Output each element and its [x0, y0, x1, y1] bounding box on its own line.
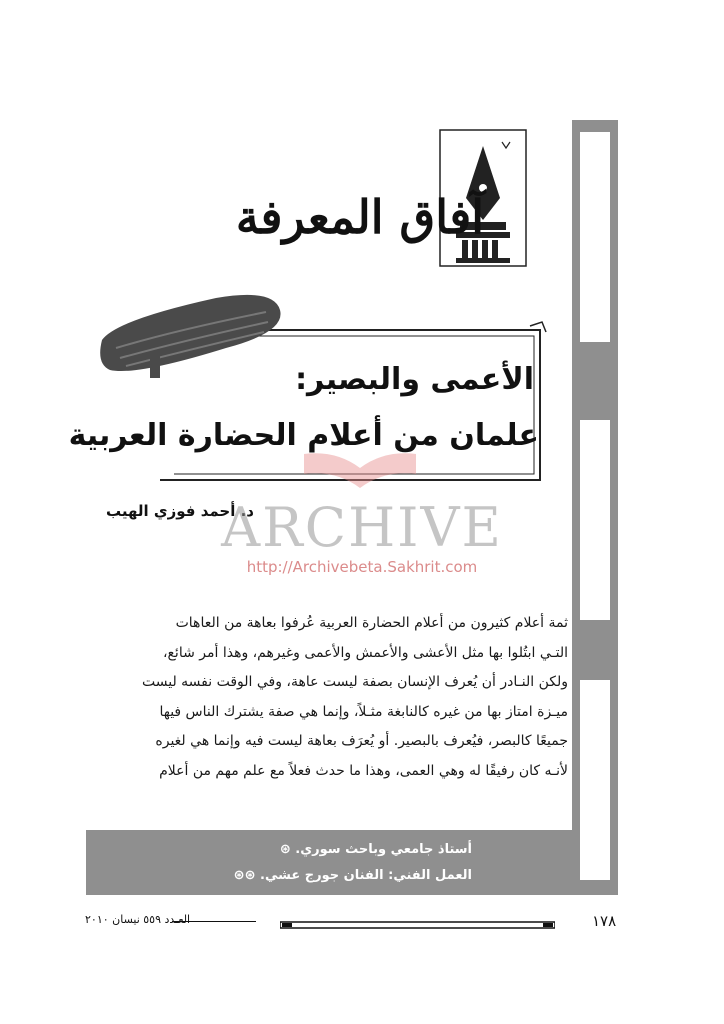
- issue-info: العـدد ٥٥٩ نيسان ٢٠١٠: [85, 913, 191, 926]
- body-line: ميـزة امتاز بها من غيره كالنابغة مثـلاً، وإنما هي صفة يشترك الناس فيها: [159, 703, 568, 720]
- article-title-line2: علمان من أعلام الحضارة العربية: [68, 418, 539, 453]
- footer-rule: [280, 920, 555, 930]
- watermark-archive-text: ARCHIVE: [221, 496, 503, 559]
- footnote-author: [280, 842, 472, 857]
- body-line: التـي ابتُلوا بها مثل الأعشى والأعمش والأعمى وغيرهم، وهذا أمر شائع،: [162, 644, 568, 661]
- body-line: جميعًا كالبصر، فيُعرف بالبصير. أو يُعرَف بعاهة ليست فيه وإنما هي لغيره: [155, 733, 568, 749]
- body-line: لأنـه كان رفيقًا له وهي العمى، وهذا ما حدث فعلاً مع علم مهم من أعلام: [159, 762, 568, 779]
- watermark-book-icon: [296, 448, 424, 498]
- masthead-title: آفاق المعرفة: [235, 190, 484, 244]
- page-number: ١٧٨: [592, 912, 617, 930]
- double-asterisk-icon: ⊛⊛: [233, 868, 256, 883]
- asterisk-icon: ⊛: [279, 842, 291, 857]
- body-line: ثمة أعلام كثيرون من أعلام الحضارة العربية عُرفوا بعاهة من العاهات: [175, 615, 568, 631]
- band-ornament-top: [580, 132, 610, 342]
- footnote-art-text: العمل الفني: الفنان جورج عشي.: [260, 868, 472, 883]
- article-body: [112, 609, 568, 786]
- cuneiform-tablet-image: [96, 290, 286, 380]
- author-name: د. أحمد فوزي الهيب: [105, 502, 254, 520]
- body-line: ولكن النـادر أن يُعرف الإنسان بصفة ليست عاهة، وفي الوقت نفسه ليست: [141, 674, 568, 690]
- footnote-art: [234, 868, 472, 883]
- watermark-url: http://Archivebeta.Sakhrit.com: [246, 558, 478, 576]
- footnote-author-text: أستاذ جامعي وباحث سوري.: [295, 842, 472, 857]
- footnote-box: [86, 830, 572, 895]
- band-ornament-bottom: [580, 680, 610, 880]
- article-title-line1: الأعمى والبصير:: [295, 362, 534, 397]
